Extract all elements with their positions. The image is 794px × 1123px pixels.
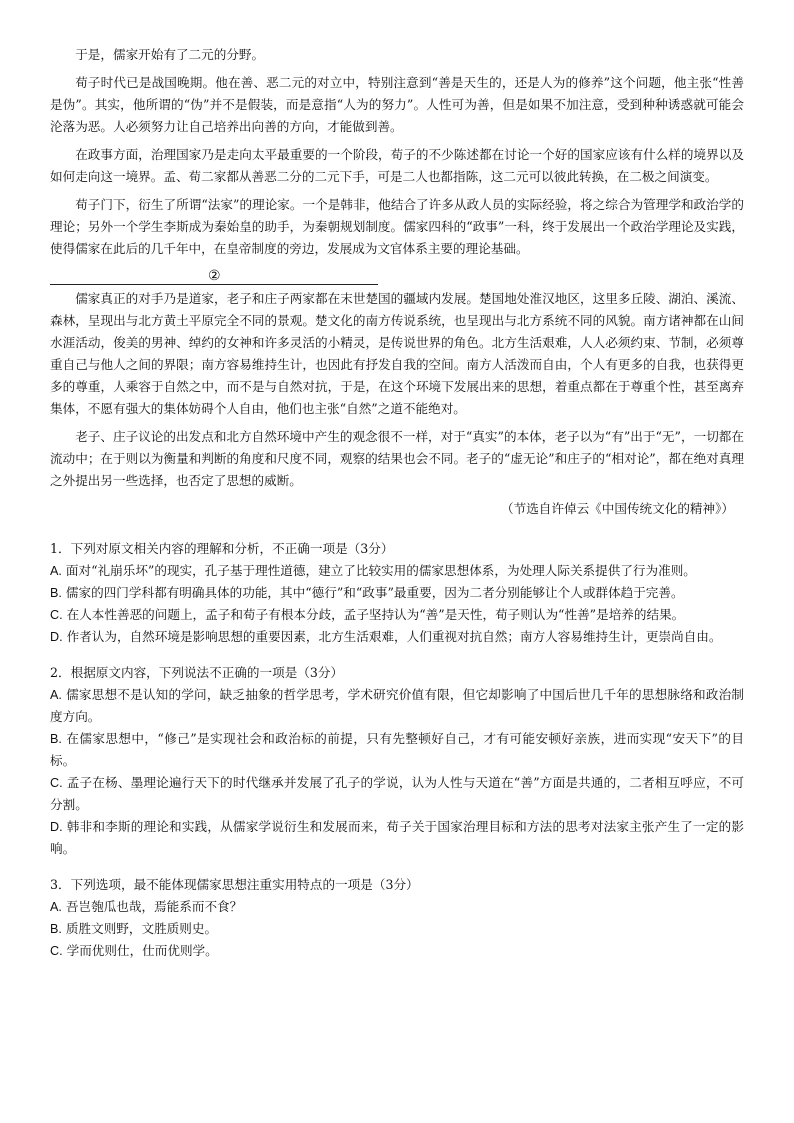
question-stem: 3．下列选项，最不能体现儒家思想注重实用特点的一项是（3分） — [50, 877, 419, 892]
option-text: 吾岂匏瓜也哉，焉能系而不食？ — [61, 899, 243, 914]
option-text: 在儒家思想中，“修己”是实现社会和政治标的前提，只有先整顿好自己，才有可能安顿好亲族，进而实现“安天下”的目标。 — [50, 731, 744, 768]
passage-paragraph-3: 在政事方面，治理国家乃是走向太平最重要的一个阶段，荀子的不少陈述都在讨论一个好的国家应该有什么样的境界以及如何走向这一境界。孟、荀二家都从善恶二分的二元下手，可是二人也都指陈，这二元可以彼此转换，在二极之间演变。 — [50, 147, 744, 184]
option-d[interactable] — [50, 626, 744, 648]
passage-source: （节选自许倬云《中国传统文化的精神》） — [501, 501, 734, 516]
question-3 — [50, 874, 744, 962]
option-b[interactable] — [50, 918, 744, 940]
question-2 — [50, 662, 744, 860]
passage-paragraph-5: 儒家真正的对手乃是道家，老子和庄子两家都在末世楚国的疆域内发展。楚国地处淮汉地区，这里多丘陵、湖泊、溪流、森林，呈现出与北方黄土平原完全不同的景观。楚文化的南方传说系统，也呈现出与北方系统不同的风貌。南方诸神都在山间水涯活动，俊美的男神、绰约的女神和许多灵活的小精灵，是传说世界的角色。北方生活艰难，人人必须约束、节制，必须尊重自己与他人之间的界限；南方容易维持生计，也因此有抒发自我的空间。南方人活泼而自由，个人有更多的自我，也获得更多的尊重，人乘容于自然之中，而不是与自然对抗，于是，在这个环境下发展出来的思想，着重点都在于尊重个性，甚至离弃集体，不愿有强大的集体妨碍个人自由，他们也主张“自然”之道不能绝对。 — [50, 291, 744, 416]
option-label: B. — [50, 586, 62, 600]
option-a[interactable] — [50, 896, 744, 918]
option-c[interactable] — [50, 604, 744, 626]
passage-paragraph-2: 荀子时代已是战国晚期。他在善、恶二元的对立中，特别注意到“善是天生的，还是人为的修养”这个问题，他主张“性善是伪”。其实，他所谓的“伪”并不是假装，而是意指“人为的努力”。人性可为善，但是如果不加注意，受到种种诱惑就可能会沦落为恶。人必须努力让自己培养出向善的方向，才能做到善。 — [50, 75, 744, 134]
option-label: C. — [50, 608, 63, 622]
option-text: 孟子在杨、墨理论遍行天下的时代继承并发展了孔子的学说，认为人性与天道在“善”方面是共通的，二者相互呼应，不可分割。 — [50, 775, 744, 812]
option-b[interactable] — [50, 728, 744, 772]
question-stem: 1．下列对原文相关内容的理解和分析，不正确一项是（3分） — [50, 541, 394, 556]
passage-paragraph-4: 荀子门下，衍生了所谓“法家”的理论家。一个是韩非，他结合了许多从政人员的实际经验，将之综合为管理学和政治学的理论；另外一个学生李斯成为秦始皇的助手，为秦朝规划制度。儒家四科的“政事”一科，终于发展出一个政治学理论及实践，使得儒家在此后的几千年中，在皇帝制度的旁边，发展成为文官体系主要的理论基础。 — [50, 197, 744, 256]
section-divider — [50, 266, 744, 288]
option-text: 儒家的四门学科都有明确具体的功能，其中“德行”和“政事”最重要，因为二者分别能够让个人或群体趋于完善。 — [61, 585, 684, 600]
option-label: A. — [50, 688, 62, 702]
option-c[interactable] — [50, 940, 744, 962]
option-label: A. — [50, 900, 62, 914]
option-label: B. — [50, 922, 62, 936]
passage-paragraph-6: 老子、庄子议论的出发点和北方自然环境中产生的观念很不一样，对于“真实”的本体，老子以为“有”出于“无”，一切都在流动中；在于则以为衡量和判断的角度和尺度不同，观察的结果也会不同。老子的“虚无论”和庄子的“相对论”，都在绝对真理之外提出另一些选择，也否定了思想的威断。 — [50, 429, 744, 488]
option-text: 面对“礼崩乐坏”的现实，孔子基于理性道德，建立了比较实用的儒家思想体系，为处理人际关系提供了行为准则。 — [61, 563, 696, 578]
option-text: 韩非和李斯的理论和实践，从儒家学说衍生和发展而来，荀子关于国家治理目标和方法的思考对法家主张产生了一定的影响。 — [50, 819, 744, 856]
section-number: ② — [208, 269, 221, 284]
option-c[interactable] — [50, 772, 744, 816]
option-label: B. — [50, 732, 62, 746]
option-label: D. — [50, 820, 63, 834]
question-stem: 2．根据原文内容，下列说法不正确的一项是（3分） — [50, 665, 344, 680]
option-label: A. — [50, 564, 62, 578]
option-label: C. — [50, 776, 63, 790]
passage-paragraph-1: 于是，儒家开始有了二元的分野。 — [75, 47, 265, 62]
option-label: D. — [50, 630, 63, 644]
option-text: 学而优则仕，仕而优则学。 — [62, 943, 218, 958]
option-text: 儒家思想不是认知的学问，缺乏抽象的哲学思考，学术研究价值有限，但它却影响了中国后世几千年的思想脉络和政治制度方向。 — [50, 687, 744, 724]
option-a[interactable] — [50, 560, 744, 582]
option-text: 作者认为，自然环境是影响思想的重要因素，北方生活艰难，人们重视对抗自然；南方人容易维持生计，更崇尚自由。 — [62, 629, 722, 644]
option-text: 质胜文则野，文胜质则史。 — [61, 921, 218, 936]
option-a[interactable] — [50, 684, 744, 728]
option-text: 在人本性善恶的问题上，孟子和荀子有根本分歧，孟子坚持认为“善”是天性，荀子则认为“性善”是培养的结果。 — [62, 607, 685, 622]
option-d[interactable] — [50, 816, 744, 860]
option-label: C. — [50, 944, 63, 958]
option-b[interactable] — [50, 582, 744, 604]
question-1 — [50, 538, 744, 648]
